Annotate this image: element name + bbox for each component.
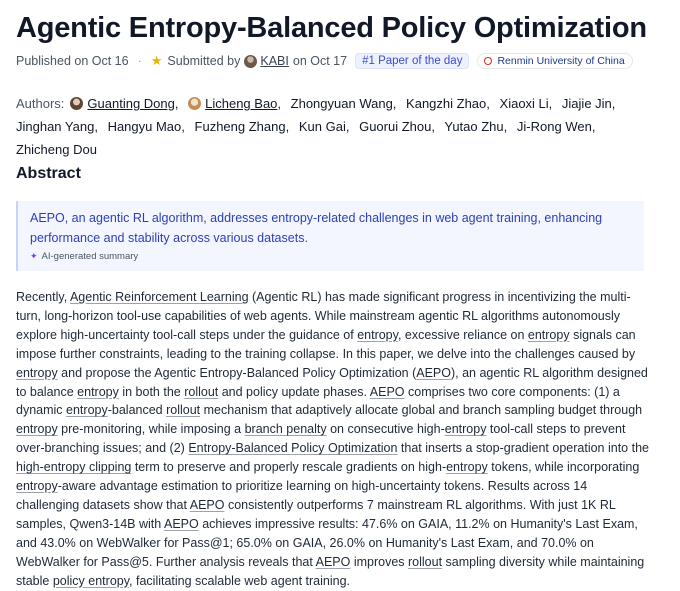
author-name: Yutao Zhu (444, 119, 504, 134)
abstract-segment: , facilitating scalable web agent training. (129, 573, 351, 588)
author-name: Fuzheng Zhang (194, 119, 286, 134)
abstract-segment: pre-monitoring, while imposing a (57, 422, 245, 437)
abstract-segment: ), an agentic RL algorithm designed to balance (16, 365, 648, 399)
keyword-link[interactable]: Entropy-Balanced Policy Optimization (188, 441, 398, 456)
author-item (406, 96, 496, 111)
keyword-link[interactable]: entropy (77, 384, 119, 399)
author-list (16, 92, 666, 161)
authors-label: Authors: (16, 96, 65, 111)
author-item (291, 96, 403, 111)
keyword-link[interactable]: branch penalty (244, 422, 327, 437)
keyword-link[interactable]: entropy (16, 422, 58, 437)
author-separator: , (486, 96, 490, 111)
author-item (16, 142, 97, 157)
author-separator: , (591, 119, 596, 134)
author-item[interactable] (70, 96, 184, 111)
author-separator: , (174, 96, 179, 111)
separator-dot: · (137, 54, 142, 68)
author-name: Zhicheng Dou (16, 142, 97, 157)
ai-summary-label (30, 251, 632, 262)
abstract-segment: improves (350, 554, 409, 569)
author-avatar (70, 97, 83, 110)
author-item (444, 119, 513, 134)
author-separator: , (345, 119, 350, 134)
author-separator: , (94, 119, 98, 134)
author-avatar (188, 97, 201, 110)
keyword-link[interactable]: policy entropy (52, 573, 130, 588)
abstract-segment: and policy update phases. (218, 384, 370, 399)
keyword-link[interactable]: entropy (527, 327, 570, 342)
author-name: Xiaoxi Li (499, 96, 549, 111)
author-separator: , (277, 96, 282, 111)
paper-of-the-day-badge[interactable]: #1 Paper of the day (355, 53, 469, 69)
abstract-segment: signals can impose further constraints, leading to the training collapse. In this paper, we delve into the challenges caused by (16, 327, 636, 361)
abstract-segment: mechanism that adaptively allocate global and branch sampling budget through (200, 403, 643, 418)
author-separator: , (181, 119, 185, 134)
author-separator: , (431, 119, 435, 134)
abstract-segment: consistently outperforms 7 mainstream RL algorithms. With just 1K RL samples, Qwen3-14B with (16, 497, 616, 531)
star-icon: ★ (150, 53, 163, 68)
abstract-segment: Recently, (16, 290, 70, 304)
author-name: Jinghan Yang (16, 119, 95, 134)
abstract-text (16, 288, 652, 591)
author-item (500, 96, 559, 111)
abstract-segment: that inserts a stop-gradient operation into the (397, 441, 649, 456)
abstract-heading: Abstract (16, 165, 81, 182)
author-separator: , (503, 119, 508, 134)
keyword-link[interactable]: rollout (184, 384, 219, 399)
submitter-avatar (244, 55, 257, 68)
ai-summary-box (16, 201, 644, 271)
university-logo-icon (484, 57, 492, 65)
keyword-link[interactable]: AEPO (315, 554, 351, 569)
keyword-link[interactable]: high-entropy clipping (16, 460, 132, 475)
keyword-link[interactable]: rollout (166, 403, 201, 418)
paper-title: Agentic Entropy-Balanced Policy Optimization (16, 12, 647, 44)
submitter-link[interactable]: KABI (260, 54, 289, 68)
organization-name: Renmin University of China (497, 55, 625, 67)
author-name: Licheng Bao (205, 96, 278, 111)
keyword-link[interactable]: AEPO (369, 384, 405, 399)
author-item (359, 119, 441, 134)
author-separator: , (548, 96, 553, 111)
keyword-link[interactable]: entropy (446, 460, 488, 475)
abstract-segment: in both the (118, 384, 185, 399)
author-item (517, 119, 602, 134)
organization-badge[interactable] (477, 53, 632, 69)
author-name: Zhongyuan Wang (290, 96, 393, 111)
abstract-segment: sampling diversity while maintaining stable (16, 554, 645, 588)
abstract-segment: achieves impressive results: 47.6% on GAIA, 11.2% on Humanity's Last Exam, and 43.0% on WebWalker for Pass@1; 65.0% on GAIA, 26.0% on Humanity's Last Exam, and 70.0% on WebWalker for Pass@5. Further analysis reveals that (16, 516, 638, 569)
author-separator: , (611, 96, 616, 111)
keyword-link[interactable]: AEPO (164, 516, 199, 531)
keyword-link[interactable]: entropy (444, 422, 487, 437)
author-item (108, 119, 191, 134)
submitted-by-label: Submitted by (167, 54, 241, 68)
author-name: Ji-Rong Wen (516, 119, 592, 134)
abstract-segment: , excessive reliance on (397, 327, 528, 342)
ai-summary-caption: AI-generated summary (41, 251, 139, 262)
abstract-segment: tool-call steps to prevent over-branching issues; and (2) (16, 422, 626, 456)
keyword-link[interactable]: entropy (357, 327, 398, 342)
author-name: Guorui Zhou (359, 119, 432, 134)
author-name: Kangzhi Zhao (406, 96, 487, 111)
author-name: Hangyu Mao (107, 119, 182, 134)
ai-summary-text: AEPO, an agentic RL algorithm, addresses entropy-related challenges in web agent training, enhancing performance and stability across various datasets. (30, 211, 603, 245)
keyword-link[interactable]: AEPO (189, 497, 225, 512)
abstract-segment: and propose the Agentic Entropy-Balanced Policy Optimization ( (57, 365, 417, 380)
published-date: Published on Oct 16 (16, 54, 129, 68)
keyword-link[interactable]: rollout (408, 554, 443, 569)
abstract-segment: -aware advantage estimation to prioritize learning on high-uncertainty tokens. Results across 14 challenging datasets show that (16, 479, 588, 512)
keyword-link[interactable]: entropy (16, 479, 58, 494)
author-name: Kun Gai (298, 119, 346, 134)
author-item (562, 96, 621, 111)
author-name: Jiajie Jin (561, 96, 612, 111)
abstract-segment: on consecutive high- (326, 422, 445, 437)
abstract-segment: term to preserve and properly rescale gradients on high- (131, 460, 447, 475)
author-item (16, 119, 104, 134)
keyword-link[interactable]: entropy (66, 403, 108, 418)
keyword-link[interactable]: AEPO (416, 365, 451, 380)
abstract-segment: -balanced (107, 403, 167, 418)
keyword-link[interactable]: entropy (16, 365, 58, 380)
author-separator: , (285, 119, 290, 134)
submitted-date: on Oct 17 (292, 54, 348, 68)
author-item (195, 119, 296, 134)
author-item[interactable] (188, 96, 287, 111)
author-name: Guanting Dong (87, 96, 175, 111)
sparkle-icon: ✦ (30, 251, 38, 261)
author-item (299, 119, 356, 134)
paper-meta (16, 51, 633, 71)
abstract-segment: (Agentic RL) has made significant progress in incentivizing the multi-turn, long-horizon tool-use capabilities of web agents. While mainstream agentic RL algorithms autonomously explore high-uncertainty tool-call steps under the guidance of (16, 290, 631, 342)
abstract-segment: tokens, while incorporating (487, 460, 640, 475)
keyword-link[interactable]: Agentic Reinforcement Learning (69, 290, 249, 304)
author-separator: , (392, 96, 397, 111)
abstract-segment: comprises two core components: (1) a dynamic (16, 384, 620, 418)
